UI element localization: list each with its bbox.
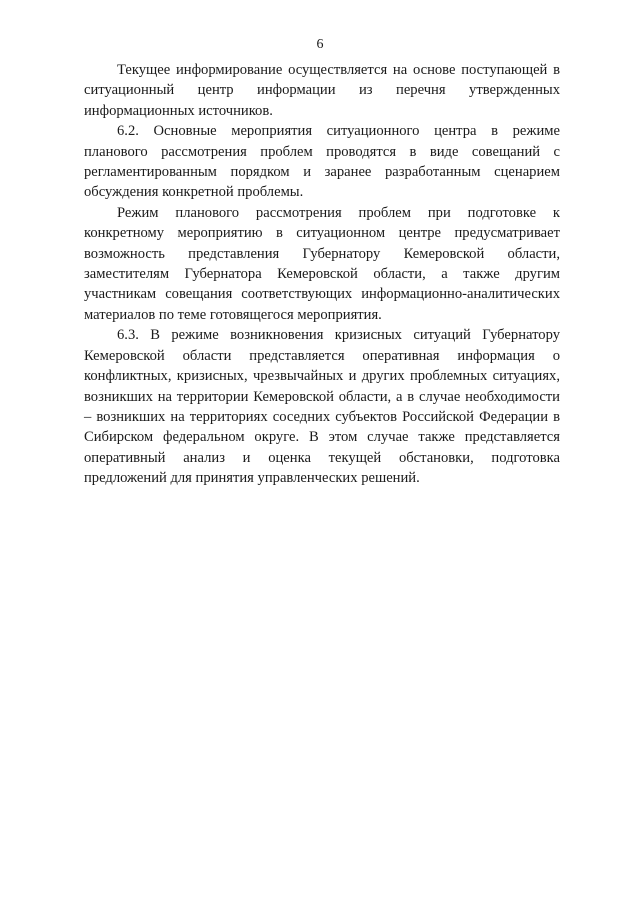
paragraph-planned-review-mode: Режим планового рассмотрения проблем при подготовке к конкретному мероприятию в ситуационном центре предусматривает возможность представления Губернатору Кемеровской области, заместителям Губернатора Кемеровской области, а также другим участникам совещания соответствующих информационно-аналитических материалов по теме готовящегося мероприятия. bbox=[84, 204, 560, 323]
page-number: 6 bbox=[316, 37, 324, 52]
paragraph-current-informing: Текущее информирование осуществляется на основе поступающей в ситуационный центр информации из перечня утвержденных информационных источников. bbox=[84, 62, 560, 119]
document-body bbox=[84, 60, 560, 489]
paragraph-6-3-crisis-mode: 6.3. В режиме возникновения кризисных ситуаций Губернатору Кемеровской области представляется оперативная информация о конфликтных, кризисных, чрезвычайных и других проблемных ситуациях, возникших на территории Кемеровской области, а в случае необходимости – возникших на территориях соседних субъектов Российской Федерации в Сибирском федеральном округе. В этом случае также представляется оперативный анализ и оценка текущей обстановки, подготовка предложений для принятия управленческих решений. bbox=[84, 327, 560, 487]
paragraph-6-2-planned-events: 6.2. Основные мероприятия ситуационного центра в режиме планового рассмотрения проблем проводятся в виде совещаний с регламентированным порядком и заранее разработанным сценарием обсуждения конкретной проблемы. bbox=[84, 123, 560, 201]
